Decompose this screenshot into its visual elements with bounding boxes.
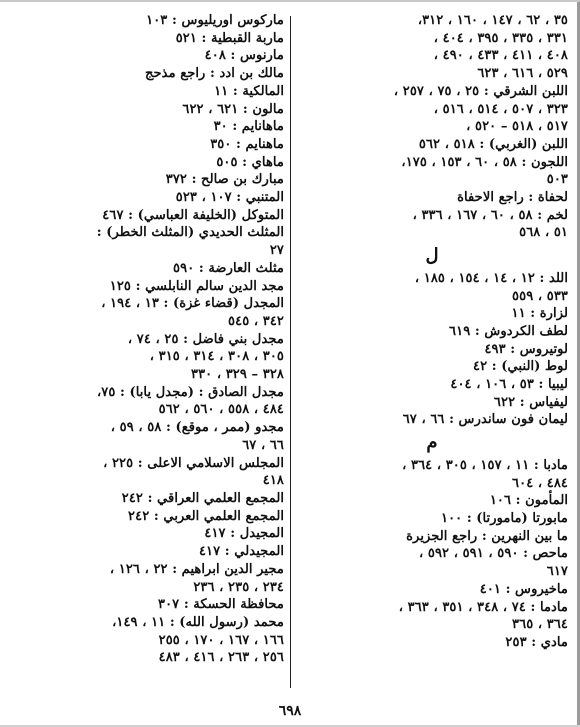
index-entry: ٣٦٤ ، ٣٦٥ bbox=[512, 617, 568, 633]
index-entry: المجيدل : ٤١٧ bbox=[204, 526, 284, 542]
section-letter: ل bbox=[425, 245, 439, 267]
index-entry: المتنبي : ١٠٧ ، ٥٢٣ bbox=[175, 190, 284, 206]
index-entry: المجمع العلمي العربي : ٢٤٢ bbox=[128, 508, 284, 524]
index-entry: ٤١٨ bbox=[262, 473, 284, 489]
index-column-right bbox=[296, 12, 568, 697]
index-entry: ماخيروس : ٤٠١ bbox=[479, 581, 568, 597]
index-entry: ٣٢٣ ، ٥٠٧ ، ٥١٤ ، ٥١٦ ، bbox=[433, 101, 568, 117]
index-entry: ٥٣٣ ، ٥٥٩ bbox=[512, 288, 568, 304]
index-entry: ٣٣١ ، ٣٣٥ ، ٣٩٥ ، ٤٠٤ ، bbox=[433, 30, 568, 46]
index-entry: المجيدلي : ٤١٧ bbox=[198, 544, 284, 560]
index-entry: اللبن (الغربي) : ٥١٨ ، ٥٦٢ bbox=[418, 136, 568, 152]
index-entry: اللجون : ٥٨ ، ٦٠ ، ١٥٣ ، ١٧٥، bbox=[401, 154, 568, 170]
section-letter: م bbox=[426, 432, 438, 454]
index-entry: ١٦٦ ، ١٦٧ ، ١٧٠ ، ٢٥٥ bbox=[158, 632, 284, 648]
index-entry: ٣٥ ، ٦٢ ، ١٤٧ ، ١٦٠ ، ٣١٢، bbox=[417, 13, 568, 28]
index-entry: ٣٢٨ – ٣٢٩ ، ٣٣٠ bbox=[191, 367, 284, 383]
index-entry: ٣٠٥ ، ٣٠٨ ، ٣١٤ ، ٣١٥ ، bbox=[149, 349, 284, 365]
index-entry: محافظة الحسكة : ٣٠٧ bbox=[158, 597, 284, 613]
index-entry: المجلس الاسلامي الاعلى : ٢٢٥ ، bbox=[103, 455, 284, 471]
index-entry: مثلث العارضة : ٥٩٠ bbox=[173, 260, 284, 276]
index-entry: لحفاة : راجع الاحفاة bbox=[457, 190, 568, 206]
index-entry: ماركوس اوريليوس : ١٠٣ bbox=[146, 13, 284, 28]
index-entry: ٥١٧ ، ٥١٨ – ٥٢٠ ، bbox=[466, 119, 568, 135]
index-entry: ٢٣٤ ، ٢٣٥ ، ٢٣٦ bbox=[193, 579, 284, 595]
index-entry: ما بين النهرين : راجع الجزيرة bbox=[406, 528, 568, 544]
index-entry: مادما : ٧٤ ، ٣٤٨ ، ٣٥١ ، ٣٦٣ ، bbox=[398, 599, 568, 615]
index-entry: لوط (النبي) : ٤٢ bbox=[473, 359, 568, 375]
index-entry: مالك بن ادد : راجع مذحج bbox=[144, 66, 284, 82]
index-entry: لوتيروس : ٤٩٣ bbox=[484, 341, 568, 357]
index-entry: ليبيا : ٥٣ ، ١٠٦ ، ٤٠٤ bbox=[450, 377, 568, 393]
index-entry: مالون : ٦٢١ ، ٦٢٢ bbox=[182, 101, 284, 117]
index-entry: مادي : ٢٥٣ bbox=[505, 634, 568, 650]
index-entry: لطف الكردوش : ٦١٩ bbox=[449, 323, 568, 339]
index-entry: ٥٠٣ bbox=[546, 172, 568, 188]
page-number: ٦٩٨ bbox=[278, 703, 302, 719]
index-entry: مجدو (ممر ، موقع) : ٥٨ ، ٥٩ ، bbox=[110, 420, 284, 436]
index-entry: المالكية : ١١ bbox=[214, 83, 284, 99]
index-entry: مارنوس : ٤٠٨ bbox=[204, 48, 284, 64]
index-column-left bbox=[12, 12, 284, 697]
index-entry: المتوكل (الخليفة العباسي) : ٤٦٧ bbox=[102, 207, 284, 223]
index-entry: مجد الدين سالم النابلسي : ١٢٥ bbox=[109, 278, 284, 294]
index-entry: المجدل (قضاء غزة) : ١٣ ، ١٩٤ ، bbox=[101, 296, 284, 312]
index-entry: المجمع العلمي العراقي : ٢٤٢ bbox=[121, 490, 284, 506]
index-entry: ٤٨٤ ، ٦٠٤ bbox=[512, 475, 568, 491]
index-entry: ليفياس : ٦٢٢ bbox=[493, 394, 568, 410]
index-entry: لزارة : ١١ bbox=[511, 306, 568, 322]
index-entry: المثلث الحديدي (المثلث الخطر) : bbox=[96, 225, 284, 241]
index-entry: ٦١٧ bbox=[546, 564, 568, 580]
index-entry: مجدل الصادق : (مجدل يابا) : ٧٥، bbox=[97, 384, 284, 400]
index-entry: مجدل بني فاضل : ٢٥ ، ٧٤ ، bbox=[127, 331, 284, 347]
index-entry: ٣٤٢ ، ٥٤٥ bbox=[228, 313, 284, 329]
index-entry: مبارك بن صالح : ٣٧٢ bbox=[165, 172, 284, 188]
index-entry: مادبا : ١١ ، ١٥٧ ، ٣٠٥ ، ٣٦٤ ، bbox=[402, 457, 568, 473]
index-entry: ٥٢٩ ، ٦١٦ ، ٦٢٣ bbox=[477, 66, 568, 82]
index-entry: ٢٥٦ ، ٢٦٣ ، ٤١٦ ، ٤٨٣ bbox=[158, 650, 284, 666]
index-entry: محمد (رسول الله) : ١١ ، ١٤٩، bbox=[112, 614, 284, 630]
index-entry: ماربة القبطية : ٥٢١ bbox=[175, 30, 284, 46]
index-entry: ماهانايم : ٣٠ bbox=[213, 119, 284, 135]
index-entry: ليمان فون ساندرس : ٦٦ ، ٦٧ bbox=[402, 412, 568, 428]
index-entry: المأمون : ١٠٦ bbox=[489, 493, 568, 509]
index-entry: مجير الدين ابراهيم : ٢٢ ، ١٢٦ ، bbox=[109, 561, 284, 577]
index-entry: ماحص : ٥٩٠ ، ٥٩١ ، ٥٩٢ ، bbox=[419, 546, 568, 562]
index-entry: ٤٠٨ ، ٤١١ ، ٤٣٣ ، ٤٩٠ ، bbox=[433, 48, 568, 64]
index-entry: ماهنايم : ٣٥٠ bbox=[210, 136, 284, 152]
index-entry: مابورتا (مامورتا) : ١٠٠ bbox=[440, 510, 568, 526]
index-entry: ٥١ ، ٥٦٨ bbox=[519, 225, 568, 241]
index-entry: اللبن الشرقي : ٢٥ ، ٧٥ ، ٢٥٧ ، bbox=[393, 83, 568, 99]
index-entry: ٤٨٤ ، ٥٥٨ ، ٥٦٠ ، ٥٦٢ bbox=[158, 402, 284, 418]
column-divider bbox=[290, 16, 291, 688]
index-entry: لخم : ٥٨ ، ٦٠ ، ١٦٧ ، ٣٣٦ ، bbox=[412, 207, 568, 223]
index-entry: ٢٧ bbox=[269, 243, 284, 259]
index-entry: ٦٦ ، ٦٧ bbox=[242, 437, 284, 453]
index-entry: ماهاي : ٥٠٥ bbox=[216, 154, 284, 170]
index-entry: اللد : ١٢ ، ١٤ ، ١٥٤ ، ١٨٥ ، bbox=[414, 270, 568, 286]
